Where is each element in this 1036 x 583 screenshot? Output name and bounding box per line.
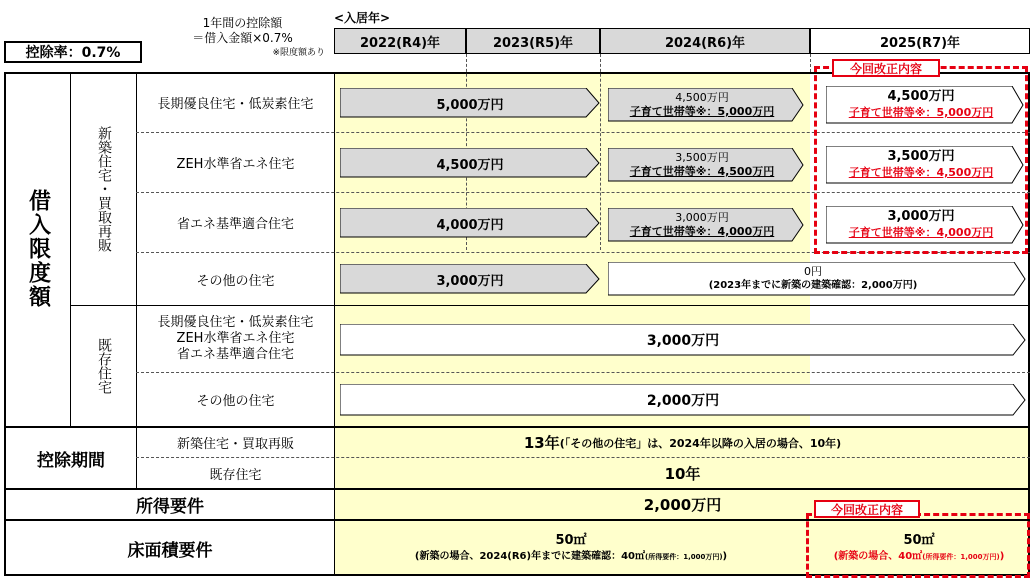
arrow-long-r6: 4,500万円 子育て世帯等※：5,000万円 (608, 88, 804, 122)
new-housing-group: 新築住宅・買取再販 (96, 126, 112, 252)
row-label-existing-other: その他の住宅 (196, 394, 275, 409)
arrow-zeh-r6: 3,500万円 子育て世帯等※：4,500万円 (608, 148, 804, 182)
arrow-eco-r6: 3,000万円 子育て世帯等※：4,000万円 (608, 208, 804, 242)
floor-area-title: 床面積要件 (127, 541, 213, 561)
deduction-rate-label: 控除率：0.7% (25, 45, 121, 61)
year-header-2024: 2024(R6)年 (600, 28, 810, 54)
floor-area-left: 50㎡ (新築の場合、2024(R6)年までに建築確認：40㎡(所得要件：1,000万円)) (414, 532, 728, 562)
period-existing-label: 既存住宅 (209, 467, 262, 483)
year-header-2025: 2025(R7)年 (810, 28, 1030, 54)
floor-area-right: 50㎡ (新築の場合、40㎡(所得要件：1,000万円)) (833, 532, 1005, 562)
row-label-zeh: ZEH水準省エネ住宅 (176, 157, 295, 172)
annual-deduction-note (160, 16, 325, 61)
year-header-2022: 2022(R4)年 (334, 28, 466, 54)
arrow-eco-early: 4,000万円 (340, 208, 600, 238)
existing-housing-group: 既存住宅 (96, 338, 112, 394)
annual-line2: ＝借入金額×0.7% (192, 31, 293, 45)
arrow-existing-eco: 3,000万円 (340, 324, 1026, 356)
year-header-2023: 2023(R5)年 (466, 28, 600, 54)
row-label-existing-eco: 長期優良住宅・低炭素住宅 ZEH水準省エネ住宅 省エネ基準適合住宅 (157, 315, 314, 362)
revision-tag-borrow: 今回改正内容 (832, 59, 940, 77)
row-label-eco: 省エネ基準適合住宅 (176, 217, 294, 232)
period-new-value: 13年 (「その他の住宅」は、2024年以降の入居の場合、10年) (523, 434, 842, 452)
income-requirement-value: 2,000万円 (643, 496, 722, 514)
arrow-zeh-early: 4,500万円 (340, 148, 600, 178)
annual-note: ※限度額あり (272, 48, 325, 58)
annual-line1: 1年間の控除額 (202, 16, 283, 30)
revision-highlight-borrow (814, 66, 1028, 254)
arrow-zeh-r7: 3,500万円 子育て世帯等※：4,500万円 (826, 146, 1024, 184)
period-existing-value: 10年 (664, 464, 701, 483)
arrow-other-new-early: 3,000万円 (340, 264, 600, 294)
move-in-year-label: <入居年> (334, 11, 391, 25)
arrow-existing-other: 2,000万円 (340, 384, 1026, 416)
arrow-other-new-later: 0円 (2023年までに新築の建築確認：2,000万円) (608, 262, 1026, 296)
deduction-period-title: 控除期間 (37, 450, 105, 471)
row-label-long-term: 長期優良住宅・低炭素住宅 (157, 97, 314, 112)
revision-tag-floor: 今回改正内容 (814, 500, 920, 518)
arrow-long-r7: 4,500万円 子育て世帯等※：5,000万円 (826, 86, 1024, 124)
deduction-rate-box (4, 41, 142, 63)
revision-highlight-floor (806, 513, 1030, 578)
period-new-label: 新築住宅・買取再販 (176, 437, 294, 452)
row-label-other-new: その他の住宅 (196, 273, 275, 289)
income-requirement-title: 所得要件 (136, 497, 204, 517)
borrow-limit-title: 借入限度額 (25, 189, 51, 309)
arrow-eco-r7: 3,000万円 子育て世帯等※：4,000万円 (826, 206, 1024, 244)
arrow-long-early: 5,000万円 (340, 88, 600, 118)
